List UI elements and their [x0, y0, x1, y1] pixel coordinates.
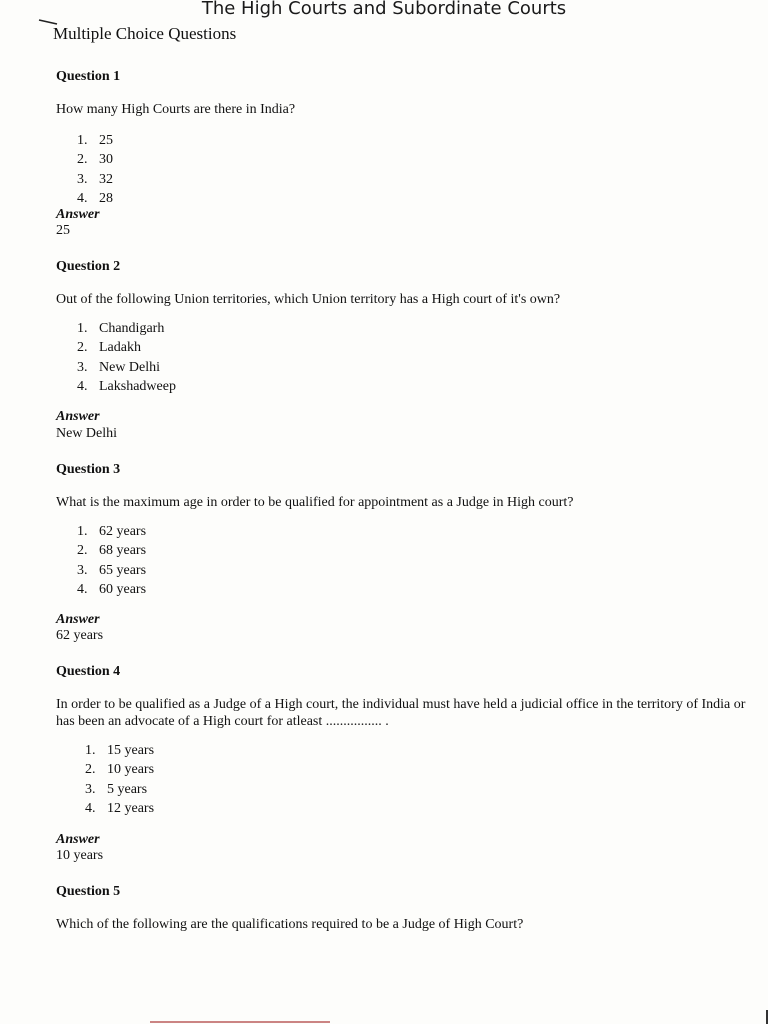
option: 3. 65 years	[77, 562, 147, 578]
option: 4. 12 years	[85, 801, 155, 817]
question-1-text: How many High Courts are there in India?	[56, 102, 296, 117]
question-5-label: Question 5	[56, 884, 121, 899]
option: 2. 68 years	[77, 543, 147, 559]
option: 2. 10 years	[85, 762, 155, 778]
option: 1. Chandigarh	[77, 321, 165, 336]
option: 1. 15 years	[85, 743, 155, 758]
answer-label: Answer	[56, 612, 100, 627]
question-1-options	[77, 131, 113, 209]
section-subtitle: Multiple Choice Questions	[53, 24, 237, 43]
option: 1. 25	[77, 133, 113, 148]
scan-bottom-line	[150, 1021, 330, 1023]
answer-label: Answer	[56, 207, 100, 222]
question-1-label: Question 1	[56, 69, 121, 84]
option: 3. New Delhi	[77, 359, 161, 375]
question-4-options	[85, 741, 154, 819]
answer-value: 62 years	[56, 628, 104, 643]
option: 2. Ladakh	[77, 340, 141, 356]
option: 2. 30	[77, 152, 113, 168]
question-2-options	[77, 319, 176, 397]
question-4-text: In order to be qualified as a Judge of a High court, the individual must have held a judicial office in the territory of India or has been an advocate of a High court for atleast ................ .	[56, 697, 746, 729]
option: 4. Lakshadweep	[77, 379, 176, 395]
answer-value: 25	[56, 223, 70, 238]
question-4-label: Question 4	[56, 664, 121, 679]
option: 1. 62 years	[77, 524, 147, 539]
question-3-text: What is the maximum age in order to be qualified for appointment as a Judge in High court?	[56, 495, 574, 510]
answer-value: New Delhi	[56, 426, 118, 441]
answer-label: Answer	[56, 832, 100, 847]
option: 4. 28	[77, 191, 113, 207]
option: 3. 5 years	[85, 781, 148, 797]
question-3-options	[77, 522, 146, 600]
page-title: The High Courts and Subordinate Courts	[201, 0, 567, 19]
option: 3. 32	[77, 171, 113, 187]
question-5-text: Which of the following are the qualifications required to be a Judge of High Court?	[56, 917, 524, 932]
option: 4. 60 years	[77, 582, 147, 598]
question-2-text: Out of the following Union territories, which Union territory has a High court of it's own?	[56, 292, 561, 307]
answer-value: 10 years	[56, 848, 104, 863]
answer-label: Answer	[56, 409, 100, 424]
question-2-label: Question 2	[56, 259, 121, 274]
question-3-label: Question 3	[56, 462, 121, 477]
